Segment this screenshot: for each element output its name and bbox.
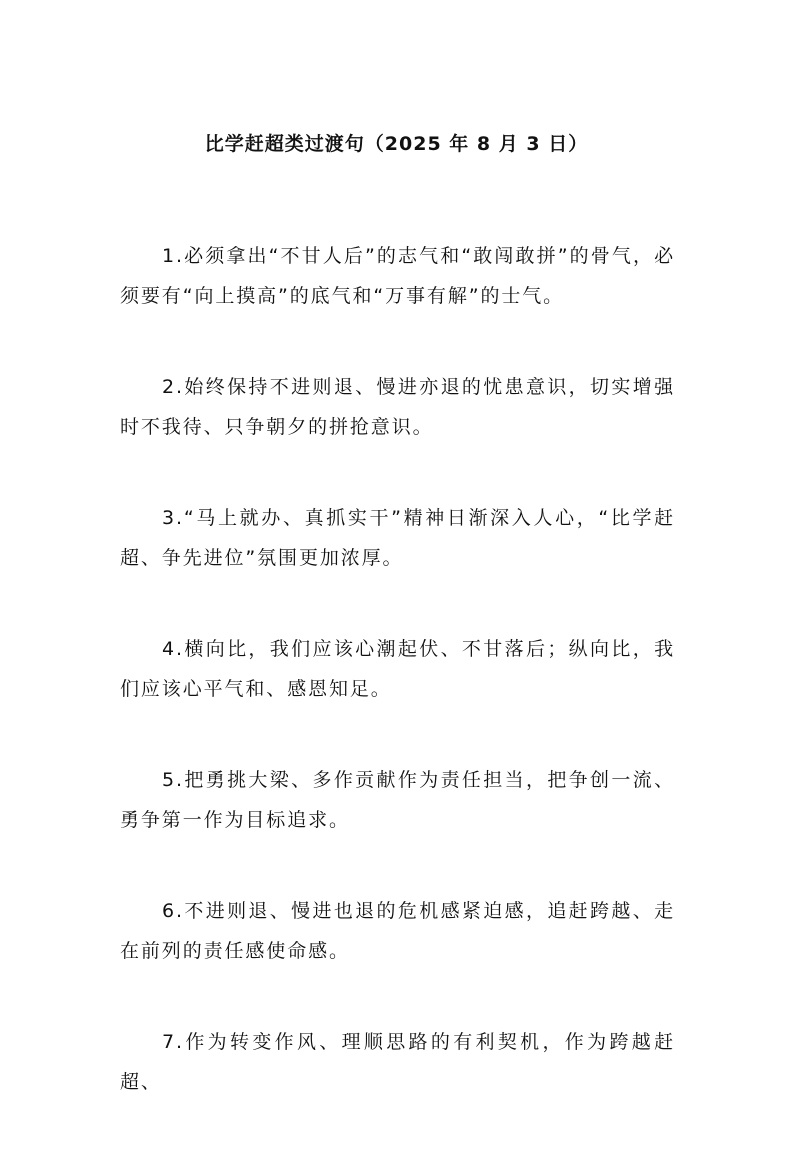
paragraph-5: 5.把勇挑大梁、多作贡献作为责任担当，把争创一流、勇争第一作为目标追求。 [120,769,675,831]
paragraph-3: 3.“马上就办、真抓实干”精神日渐深入人心，“比学赶超、争先进位”氛围更加浓厚。 [120,507,675,569]
paragraph-6: 6.不进则退、慢进也退的危机感紧迫感，追赶跨越、走在前列的责任感使命感。 [120,900,675,962]
paragraph-7: 7.作为转变作风、理顺思路的有利契机，作为跨越赶超、 [120,1031,675,1093]
paragraph-2: 2.始终保持不进则退、慢进亦退的忧患意识，切实增强时不我待、只争朝夕的拼抢意识。 [120,376,675,438]
paragraph-1: 1.必须拿出“不甘人后”的志气和“敢闯敢拼”的骨气，必须要有“向上摸高”的底气和“万事有解”的士气。 [120,245,675,307]
paragraph-list [120,236,675,1153]
document-title: 比学赶超类过渡句（2025 年 8 月 3 日） [204,133,589,155]
paragraph-4: 4.横向比，我们应该心潮起伏、不甘落后；纵向比，我们应该心平气和、感恩知足。 [120,638,675,700]
